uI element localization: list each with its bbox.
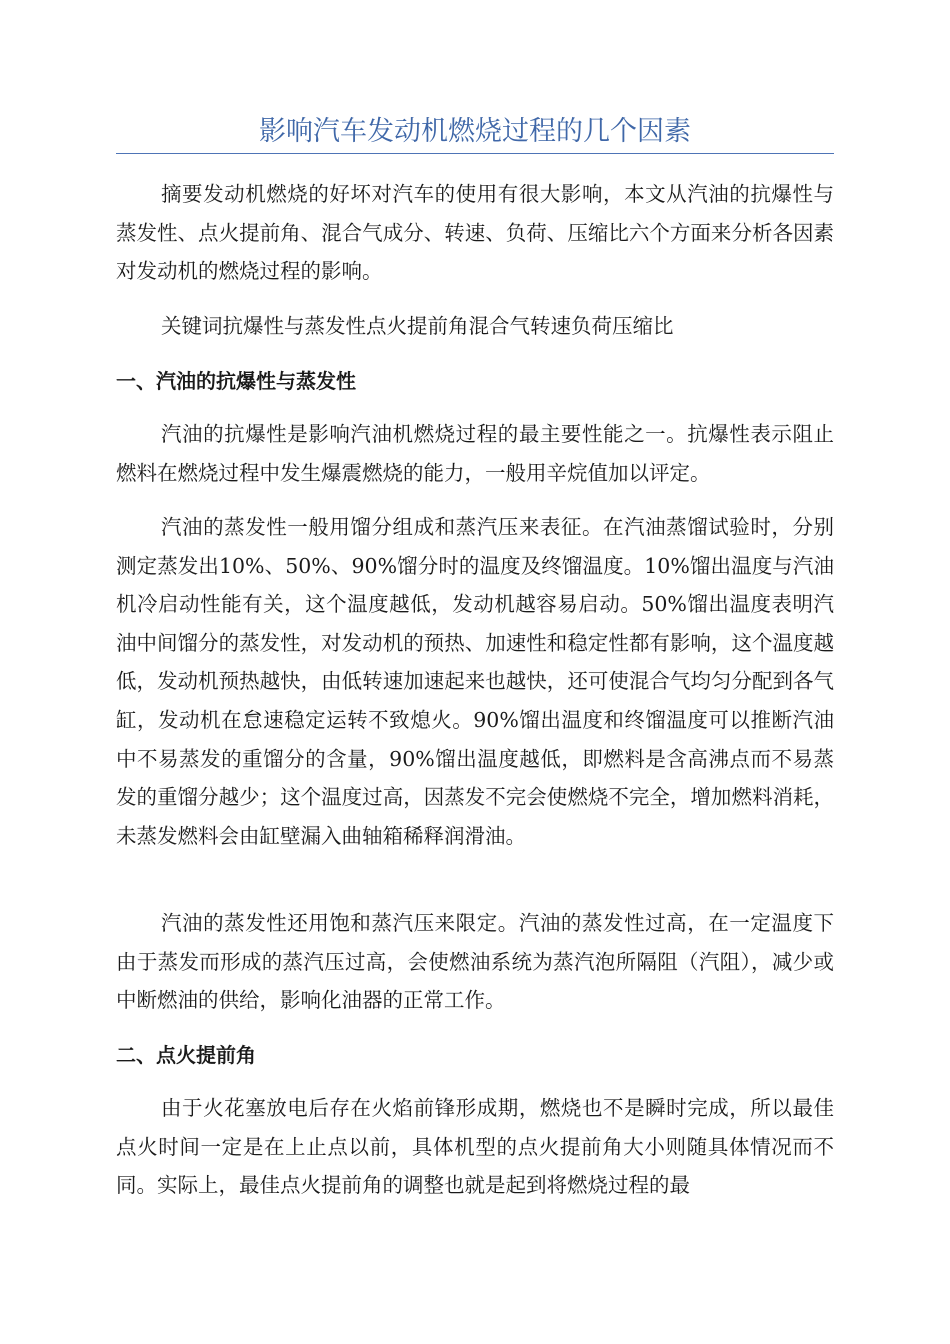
- keywords-paragraph: 关键词抗爆性与蒸发性点火提前角混合气转速负荷压缩比: [161, 314, 674, 338]
- section-1-paragraph-1: 汽油的抗爆性是影响汽油机燃烧过程的最主要性能之一。抗爆性表示阻止燃料在燃烧过程中发生爆震燃烧的能力，一般用辛烷值加以评定。: [116, 422, 834, 485]
- section-1-paragraph-2: 汽油的蒸发性一般用馏分组成和蒸汽压来表征。在汽油蒸馏试验时，分别测定蒸发出10%、50%、90%馏分时的温度及终馏温度。10%馏出温度与汽油机冷启动性能有关，这个温度越低，发动机越容易启动。50%馏出温度表明汽油中间馏分的蒸发性，对发动机的预热、加速性和稳定性都有影响，这个温度越低，发动机预热越快，由低转速加速起来也越快，还可使混合气均匀分配到各气缸，发动机在怠速稳定运转不致熄火。90%馏出温度和终馏温度可以推断汽油中不易蒸发的重馏分的含量，90%馏出温度越低，即燃料是含高沸点而不易蒸发的重馏分越少；这个温度过高，因蒸发不完会使燃烧不完全，增加燃料消耗，未蒸发燃料会由缸壁漏入曲轴箱稀释润滑油。: [116, 515, 834, 848]
- document-title: 影响汽车发动机燃烧过程的几个因素: [259, 116, 691, 147]
- section-2-paragraph-1: 由于火花塞放电后存在火焰前锋形成期，燃烧也不是瞬时完成，所以最佳点火时间一定是在上止点以前，具体机型的点火提前角大小则随具体情况而不同。实际上，最佳点火提前角的调整也就是起到将燃烧过程的最: [116, 1096, 834, 1198]
- abstract-paragraph: 摘要发动机燃烧的好坏对汽车的使用有很大影响，本文从汽油的抗爆性与蒸发性、点火提前角、混合气成分、转速、负荷、压缩比六个方面来分析各因素对发动机的燃烧过程的影响。: [116, 182, 834, 284]
- title-underline: [116, 153, 834, 154]
- section-heading-2: 二、点火提前角: [116, 1043, 256, 1067]
- section-1-paragraph-3: 汽油的蒸发性还用饱和蒸汽压来限定。汽油的蒸发性过高，在一定温度下由于蒸发而形成的蒸汽压过高，会使燃油系统为蒸汽泡所隔阻（汽阻），减少或中断燃油的供给，影响化油器的正常工作。: [116, 911, 834, 1013]
- section-heading-1: 一、汽油的抗爆性与蒸发性: [116, 369, 356, 393]
